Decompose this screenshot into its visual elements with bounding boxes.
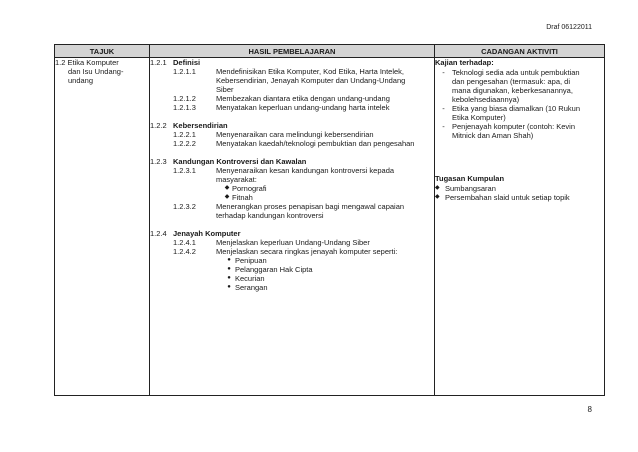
section-title: Kandungan Kontroversi dan Kawalan bbox=[173, 157, 307, 166]
kajian-item: Penjenayah komputer (contoh: Kevin Mitnick dan Aman Shah) bbox=[452, 122, 575, 140]
bullet-icon: ◆ bbox=[224, 194, 230, 200]
learning-outcome bbox=[173, 103, 434, 112]
kajian-item: Etika yang biasa diamalkan (10 Rukun Etika Komputer) bbox=[452, 104, 580, 122]
list-item bbox=[435, 193, 604, 202]
learning-outcome bbox=[173, 238, 434, 247]
outcome-text: Menyenaraikan kesan kandungan kontroversi kepada masyarakat: bbox=[216, 166, 395, 184]
section-number: 1.2.2 bbox=[150, 121, 167, 130]
list-item bbox=[223, 256, 434, 265]
section-title: Kebersendirian bbox=[173, 121, 228, 130]
list-item bbox=[223, 283, 434, 292]
outcome-text: Menjelaskan keperluan Undang-Undang Siber bbox=[216, 238, 370, 247]
outcome-text: Menyatakan kaedah/teknologi pembuktian dan pengesahan bbox=[216, 139, 415, 148]
tugasan-item: Sumbangsaran bbox=[445, 184, 496, 193]
outcome-number: 1.2.3.1 bbox=[173, 166, 196, 175]
bullet-icon: ◆ bbox=[224, 185, 230, 191]
section-heading bbox=[150, 229, 434, 238]
table-header-row bbox=[55, 45, 605, 58]
section-heading bbox=[150, 121, 434, 130]
section-heading bbox=[150, 58, 434, 67]
outcome-number: 1.2.2.2 bbox=[173, 139, 196, 148]
outcome-number: 1.2.1.3 bbox=[173, 103, 196, 112]
kajian-item: Teknologi sedia ada untuk pembuktian dan pengesahan (termasuk: apa, di mana digunakan, keberkesanannya, kebolehsediaannya) bbox=[452, 68, 580, 104]
list-item bbox=[223, 265, 434, 274]
list-item: - Teknologi sedia ada untuk pembuktian dan pengesahan (termasuk: apa, di mana digunakan, keberkesanannya, kebolehsediaannya) bbox=[435, 68, 604, 104]
outcome-number: 1.2.1.1 bbox=[173, 67, 196, 76]
bullet-text: Pornografi bbox=[232, 184, 267, 193]
tajuk-line-2: dan Isu Undang- bbox=[68, 67, 124, 76]
tajuk-line-3: undang bbox=[68, 76, 94, 85]
bullet-text: Pelanggaran Hak Cipta bbox=[235, 265, 313, 274]
header-hasil-pembelajaran: HASIL PEMBELAJARAN bbox=[150, 45, 435, 58]
syllabus-table bbox=[54, 44, 605, 396]
bullet-list bbox=[222, 184, 434, 202]
bullet-icon: ◆ bbox=[435, 194, 440, 200]
tajuk-number: 1.2 bbox=[55, 58, 66, 67]
learning-outcome bbox=[173, 130, 434, 139]
header-tajuk: TAJUK bbox=[55, 45, 150, 58]
learning-outcome bbox=[173, 166, 434, 184]
outcome-number: 1.2.3.2 bbox=[173, 202, 196, 211]
list-item bbox=[435, 184, 604, 193]
table-row bbox=[55, 58, 605, 396]
bullet-text: Serangan bbox=[235, 283, 268, 292]
section-number: 1.2.3 bbox=[150, 157, 167, 166]
bullet-icon: ● bbox=[227, 284, 231, 290]
tajuk-line bbox=[55, 58, 149, 67]
outcome-number: 1.2.2.1 bbox=[173, 130, 196, 139]
section-title: Jenayah Komputer bbox=[173, 229, 241, 238]
tajuk-cell bbox=[55, 58, 150, 396]
kajian-heading: Kajian terhadap: bbox=[435, 58, 494, 67]
list-item bbox=[223, 274, 434, 283]
bullet-icon: ● bbox=[227, 266, 231, 272]
bullet-icon: ◆ bbox=[435, 185, 440, 191]
page-number: 8 bbox=[587, 405, 592, 414]
tugasan-item: Persembahan slaid untuk setiap topik bbox=[445, 193, 570, 202]
tajuk-text: Etika Komputer bbox=[67, 58, 119, 67]
outcome-number: 1.2.4.2 bbox=[173, 247, 196, 256]
outcome-number: 1.2.4.1 bbox=[173, 238, 196, 247]
cadangan-aktiviti-cell bbox=[435, 58, 605, 396]
learning-outcome bbox=[173, 202, 434, 220]
learning-outcome bbox=[173, 247, 434, 256]
outcome-text: Menyenaraikan cara melindungi kebersendirian bbox=[216, 130, 374, 139]
bullet-list bbox=[223, 256, 434, 292]
list-item: - Penjenayah komputer (contoh: Kevin Mitnick dan Aman Shah) bbox=[435, 122, 604, 140]
hasil-pembelajaran-cell bbox=[150, 58, 435, 396]
outcome-text: Menjelaskan secara ringkas jenayah komputer seperti: bbox=[216, 247, 398, 256]
outcome-text: Menyatakan keperluan undang-undang harta intelek bbox=[216, 103, 390, 112]
list-item bbox=[222, 184, 434, 193]
outcome-text: Membezakan diantara etika dengan undang-undang bbox=[216, 94, 390, 103]
header-cadangan-aktiviti: CADANGAN AKTIVITI bbox=[435, 45, 605, 58]
section-number: 1.2.1 bbox=[150, 58, 167, 67]
section-heading bbox=[150, 157, 434, 166]
outcome-number: 1.2.1.2 bbox=[173, 94, 196, 103]
section-number: 1.2.4 bbox=[150, 229, 167, 238]
learning-outcome bbox=[173, 139, 434, 148]
list-item bbox=[222, 193, 434, 202]
section-title: Definisi bbox=[173, 58, 201, 67]
outcome-text: Mendefinisikan Etika Komputer, Kod Etika, Harta Intelek, Kebersendirian, Jenayah Komputer dan Undang-Undang Siber bbox=[216, 67, 406, 94]
learning-outcome bbox=[173, 94, 434, 103]
bullet-text: Kecurian bbox=[235, 274, 265, 283]
draft-label: Draf 06122011 bbox=[546, 24, 592, 31]
bullet-icon: ● bbox=[227, 257, 231, 263]
tugasan-heading: Tugasan Kumpulan bbox=[435, 174, 505, 183]
bullet-text: Penipuan bbox=[235, 256, 267, 265]
bullet-icon: ● bbox=[227, 275, 231, 281]
bullet-text: Fitnah bbox=[232, 193, 253, 202]
learning-outcome bbox=[173, 67, 434, 94]
list-item: - Etika yang biasa diamalkan (10 Rukun Etika Komputer) bbox=[442, 104, 580, 122]
outcome-text: Menerangkan proses penapisan bagi mengawal capaian terhadap kandungan kontroversi bbox=[216, 202, 405, 220]
